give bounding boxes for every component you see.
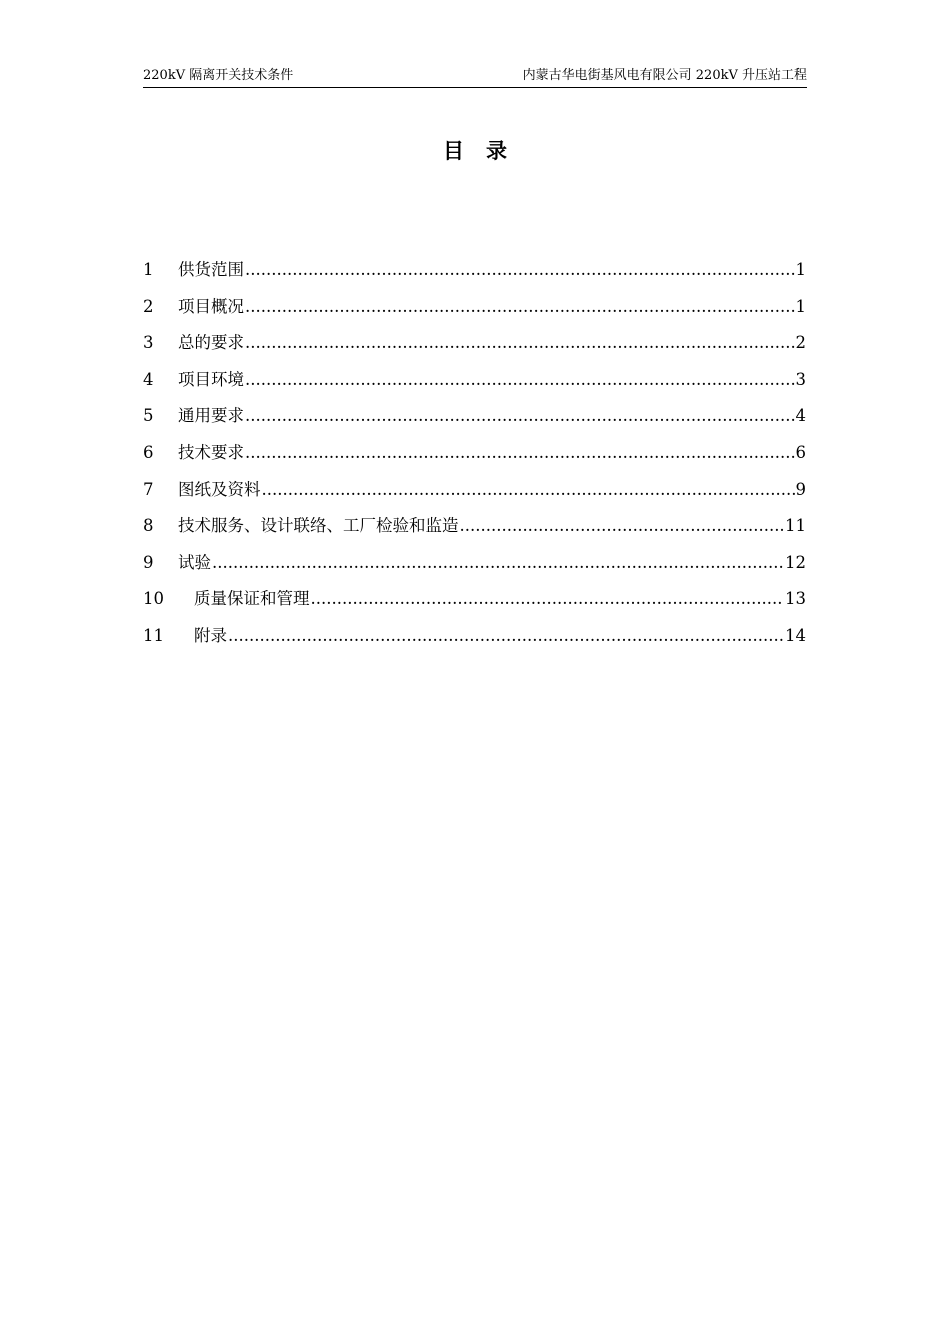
toc-entry-page: 6 [795, 442, 806, 462]
toc-entry[interactable] [143, 475, 806, 512]
toc-entry-page: 1 [795, 260, 806, 279]
toc-entry[interactable] [143, 255, 806, 292]
toc-entry-title: 项目概况 [178, 296, 244, 316]
toc-leader-dots [262, 475, 795, 505]
toc-entry-title: 技术服务、设计联络、工厂检验和监造 [178, 516, 459, 536]
toc-entry-page: 12 [785, 552, 806, 572]
toc-leader-dots [245, 255, 795, 285]
toc-entry[interactable] [143, 584, 806, 621]
toc-entry-page: 3 [795, 369, 806, 389]
toc-entry-number: 1 [143, 260, 154, 279]
page-title: 目录 [443, 138, 529, 163]
toc-entry-number: 3 [143, 333, 154, 353]
page-header [143, 66, 807, 88]
toc-entry-title: 供货范围 [178, 260, 244, 279]
toc-entry-page: 1 [795, 296, 806, 316]
toc-entry-number: 2 [143, 296, 154, 316]
toc-entry[interactable] [143, 438, 806, 475]
toc-entry[interactable] [143, 292, 806, 329]
toc-entry-title: 试验 [178, 552, 211, 572]
toc-entry[interactable] [143, 365, 806, 402]
toc-entry[interactable] [143, 401, 806, 438]
toc-leader-dots [460, 511, 785, 541]
toc-leader-dots [245, 438, 795, 468]
header-project-name: 内蒙古华电街基风电有限公司 220kV 升压站工程 [522, 68, 807, 83]
header-document-title: 220kV 隔离开关技术条件 [143, 68, 294, 83]
toc-entry-number: 10 [143, 589, 164, 609]
toc-entry-title: 项目环境 [178, 369, 244, 389]
toc-entry-title: 通用要求 [178, 406, 244, 426]
toc-entry-title: 技术要求 [178, 442, 244, 462]
toc-entry-number: 11 [143, 625, 164, 645]
toc-entry[interactable] [143, 621, 806, 658]
table-of-contents [143, 255, 806, 658]
toc-entry[interactable] [143, 548, 806, 585]
toc-entry-title: 附录 [194, 625, 227, 645]
toc-leader-dots [311, 584, 785, 614]
toc-entry-number: 4 [143, 369, 154, 389]
toc-entry-number: 5 [143, 406, 154, 426]
toc-entry-page: 2 [795, 333, 806, 353]
toc-entry-title: 质量保证和管理 [194, 589, 310, 609]
toc-entry-title: 总的要求 [178, 333, 244, 353]
toc-entry-page: 4 [795, 406, 806, 426]
toc-entry-page: 13 [785, 589, 806, 609]
toc-entry-number: 6 [143, 442, 154, 462]
toc-leader-dots [245, 328, 795, 358]
toc-entry[interactable] [143, 328, 806, 365]
toc-entry-number: 8 [143, 516, 154, 536]
toc-leader-dots [212, 548, 784, 578]
toc-entry-number: 7 [143, 479, 154, 499]
toc-entry-page: 9 [795, 479, 806, 499]
toc-entry[interactable] [143, 511, 806, 548]
toc-leader-dots [245, 365, 795, 395]
toc-entry-number: 9 [143, 552, 154, 572]
toc-entry-page: 11 [785, 516, 806, 536]
toc-leader-dots [228, 621, 784, 651]
toc-leader-dots [245, 292, 795, 322]
toc-entry-page: 14 [785, 625, 806, 645]
toc-entry-title: 图纸及资料 [178, 479, 261, 499]
toc-leader-dots [245, 401, 795, 431]
